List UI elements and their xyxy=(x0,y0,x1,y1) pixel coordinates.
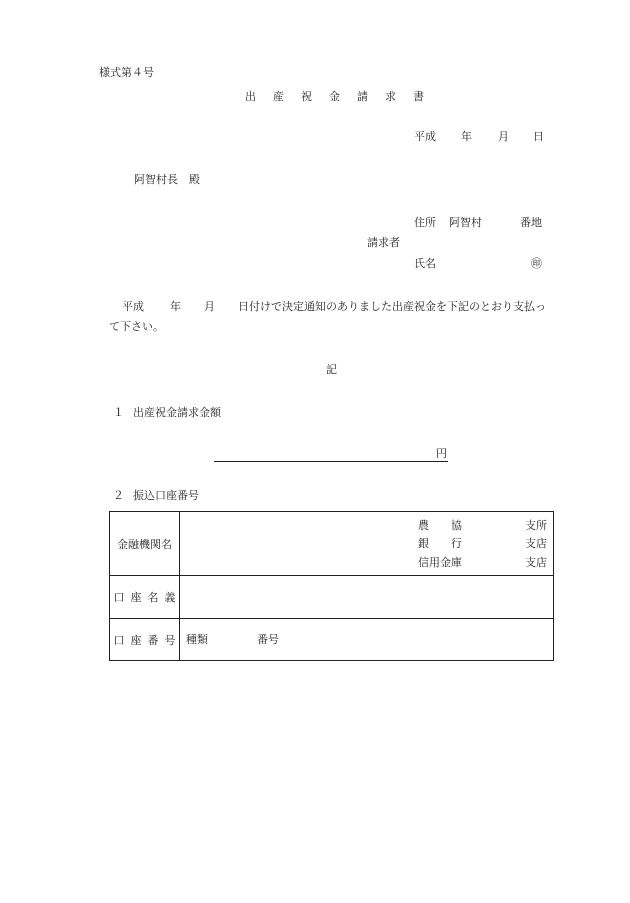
title-char: 産 xyxy=(273,90,284,103)
label-char: 口 xyxy=(113,591,125,604)
branch-nokyo: 支所 xyxy=(525,519,547,532)
seal-mark: ㊞ xyxy=(531,257,542,270)
num-label: 番号 xyxy=(257,633,279,646)
date-month: 月 xyxy=(498,130,509,143)
date-era: 平成 xyxy=(414,130,436,143)
body-month: 月 xyxy=(204,300,215,313)
bank-account-table xyxy=(109,511,554,661)
address-banchi: 番地 xyxy=(520,216,542,229)
bank-label: 金融機関名 xyxy=(117,537,172,551)
name-label: 氏名 xyxy=(414,257,436,270)
body-era: 平成 xyxy=(122,300,144,313)
branch-shinkin: 支店 xyxy=(525,556,547,569)
label-char: 座 xyxy=(130,591,142,604)
label-char: 義 xyxy=(164,591,176,604)
title-char: 金 xyxy=(329,90,340,103)
address-village: 阿智村 xyxy=(449,216,482,229)
label-char: 号 xyxy=(164,633,176,647)
title-char: 請 xyxy=(357,90,368,103)
account-number-field[interactable] xyxy=(180,619,554,661)
bank-type-nokyo: 農 協 xyxy=(418,519,462,532)
document-title xyxy=(245,90,424,104)
claimant-role: 請求者 xyxy=(367,236,400,249)
amount-underline xyxy=(214,461,448,462)
label-char: 番 xyxy=(147,633,159,647)
bank-type-shinkin: 信用金庫 xyxy=(418,556,462,569)
address-label: 住所 xyxy=(414,216,436,229)
account-holder-field[interactable] xyxy=(180,576,554,619)
title-char: 祝 xyxy=(301,90,312,103)
label-char: 座 xyxy=(130,633,142,647)
kind-label: 種類 xyxy=(186,633,208,646)
section1-label: 出産祝金請求金額 xyxy=(133,406,221,419)
amount-unit: 円 xyxy=(436,447,447,460)
holder-label-cell xyxy=(110,576,180,619)
date-year: 年 xyxy=(461,130,472,143)
number-label-cell xyxy=(110,619,180,661)
addressee: 阿智村長 殿 xyxy=(134,173,200,186)
bank-label-cell xyxy=(110,512,180,576)
branch-ginko: 支店 xyxy=(525,537,547,550)
bank-name-cell xyxy=(180,512,554,576)
title-char: 出 xyxy=(245,90,256,103)
form-number: 様式第４号 xyxy=(99,66,154,79)
body-text-line2: て下さい。 xyxy=(109,320,164,333)
title-char: 求 xyxy=(385,90,396,103)
title-char: 書 xyxy=(413,90,424,103)
section1-number: １ xyxy=(113,406,124,419)
body-year: 年 xyxy=(170,300,181,313)
date-day: 日 xyxy=(533,130,544,143)
bank-type-ginko: 銀 行 xyxy=(418,537,462,550)
label-char: 名 xyxy=(147,591,159,604)
section2-number: ２ xyxy=(113,489,124,502)
section2-label: 振込口座番号 xyxy=(133,489,199,502)
body-text-line1: 日付けで決定通知のありました出産祝金を下記のとおり支払っ xyxy=(238,300,546,313)
ki-heading: 記 xyxy=(326,363,337,376)
label-char: 口 xyxy=(113,633,125,647)
